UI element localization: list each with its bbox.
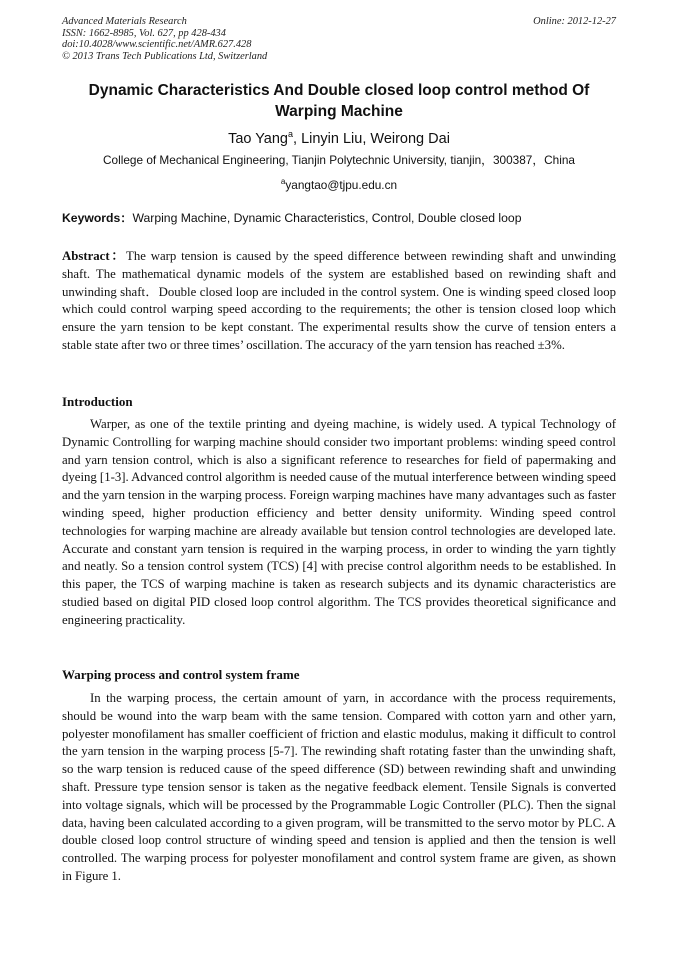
author-first-affil-mark: a — [288, 129, 294, 139]
affiliation: College of Mechanical Engineering, Tianjin Polytechnic University, tianjin，300387，China — [103, 153, 575, 167]
author-list — [62, 125, 616, 148]
keywords — [62, 211, 616, 226]
abstract-text: The warp tension is caused by the speed difference between rewinding shaft and unwinding shaft. The mathematical dynamic models of the system are established based on rewinding shaft and unwinding shaft．Double closed loop are included in the control system. One is winding speed closed loop which could control warping speed according to the requirements; the other is tension closed loop which ensure the yarn tension to be kept constant. The experimental results show the curve of tension enters a stable state after two or three times’ oscillation. The accuracy of the yarn tension has reached ±3%. — [62, 249, 616, 352]
paper-title: Dynamic Characteristics And Double closed loop control method Of Warping Machine — [88, 82, 590, 120]
author-email — [62, 175, 616, 192]
author-first: Tao Yang — [228, 130, 288, 147]
warping-section-heading: Warping process and control system frame — [62, 667, 300, 682]
abstract-label: Abstract： — [62, 249, 127, 263]
journal-copyright: © 2013 Trans Tech Publications Ltd, Switzerland — [62, 50, 268, 62]
journal-name: Advanced Materials Research — [62, 16, 187, 27]
introduction-heading: Introduction — [62, 394, 133, 409]
email-address: yangtao@tjpu.edu.cn — [285, 177, 398, 192]
online-date: Online: 2012-12-27 — [533, 16, 616, 27]
email-affil-mark: a — [280, 177, 286, 186]
abstract — [62, 248, 616, 355]
journal-issn: ISSN: 1662-8985, Vol. 627, pp 428-434 — [62, 27, 226, 39]
introduction-paragraph: Warper, as one of the textile printing and dyeing machine, is widely used. A typical Technology of Dynamic Controlling for warping machine should consider two important problems: winding speed control and yarn tension control, which is also a significant reference to researches for field of papermaking and dyeing [1-3]. Advanced control algorithm is needed cause of the mutual interference between winding speed and the yarn tension in the warping process. Foreign warping machines have many advantages such as faster winding speed, higher production efficiency and better density uniformity. Winding speed control technologies for warping machine are already available but tension control technologies are developed late. Accurate and constant yarn tension is required in the warping process, in order to winding the yarn tightly and neatly. So a tension control system (TCS) [4] with precise control algorithm needs to be established. In this paper, the TCS of warping machine is taken as research subjects and its dynamic characteristics are studied based on digital PID closed loop control algorithm. The TCS provides theoretical significance and engineering practicality. — [62, 417, 616, 627]
journal-header — [62, 16, 616, 62]
author-rest: , Linyin Liu, Weirong Dai — [293, 130, 450, 147]
warping-section-paragraph: In the warping process, the certain amount of yarn, in accordance with the process requirements, should be wound into the warp beam with the same tension. Compared with cotton yarn and other yarn, polyester monofilament has smaller coefficient of friction and elastic modulus, making it difficult to control the yarn tension in the warping process [5-7]. The rewinding shaft rotating faster than the unwinding shaft, so the warp tension is reduced cause of the speed difference (SD) between rewinding shaft and unwinding shaft. Pressure type tension sensor is taken as the negative feedback element. Tensile Signals is converted into voltage signals, which will be processed by the Programmable Logic Controller (PLC). Then the signal data, having been calculated according to a given program, will be transmitted to the servo motor by PLC. A double closed loop control structure of winding speed and tension is applied and then the tension is well controlled. The warping process for polyester monofilament and control system frame are given, as shown in Figure 1. — [62, 691, 616, 883]
keywords-text: Warping Machine, Dynamic Characteristics, Control, Double closed loop — [132, 211, 522, 225]
journal-doi: doi:10.4028/www.scientific.net/AMR.627.428 — [62, 39, 252, 51]
keywords-label: Keywords： — [62, 211, 133, 225]
